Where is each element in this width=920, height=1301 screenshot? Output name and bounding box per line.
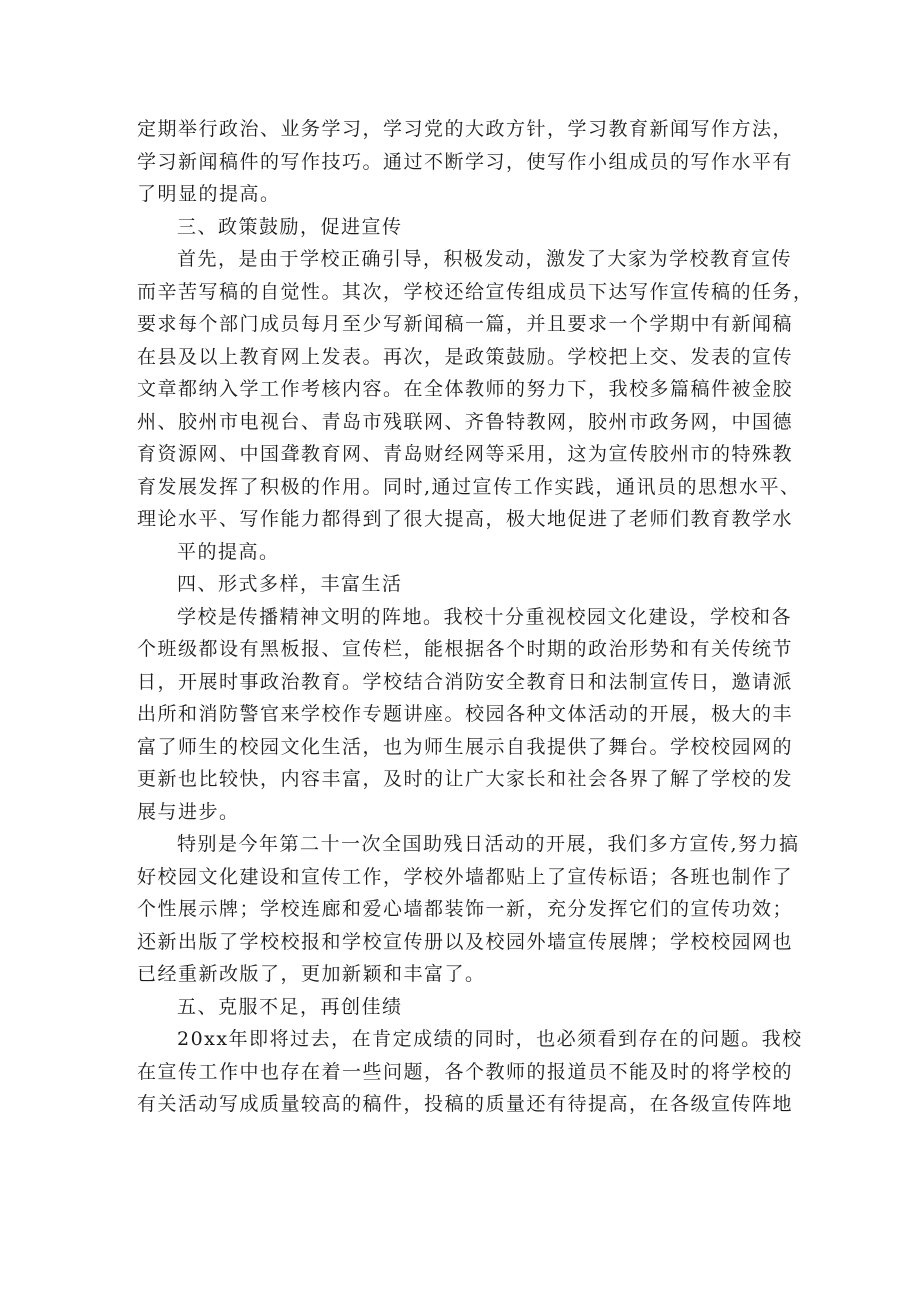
text-line: 了明显的提高。: [137, 183, 281, 205]
text-line: 育发展发挥了积极的作用。同时,通过宣传工作实践，通讯员的思想水平、: [137, 475, 801, 498]
text-line: 在县及以上教育网上发表。再次，是政策鼓励。学校把上交、发表的宣传: [137, 345, 794, 368]
section-heading: 四、形式多样，丰富生活: [177, 573, 403, 595]
paragraph-first-line: 20xx年即将过去，在肯定成绩的同时，也必须看到存在的问题。我校: [177, 1028, 803, 1050]
section-heading: 三、政策鼓励，促进宣传: [177, 215, 403, 238]
text-line: 平的提高。: [177, 540, 280, 563]
text-line: 州、胶州市电视台、青岛市残联网、齐鲁特教网，胶州市政务网，中国德: [137, 410, 794, 433]
section-heading: 五、克服不足，再创佳绩: [177, 995, 403, 1018]
text-line: 文章都纳入学工作考核内容。在全体教师的努力下，我校多篇稿件被金胶: [137, 378, 794, 400]
text-line: 已经重新改版了，更加新颖和丰富了。: [137, 963, 486, 985]
text-line: 育资源网、中国聋教育网、青岛财经网等采用，这为宣传胶州市的特殊教: [137, 443, 794, 465]
text-line: 好校园文化建设和宣传工作，学校外墙都贴上了宣传标语；各班也制作了: [137, 865, 794, 888]
text-line: 出所和消防警官来学校作专题讲座。校园各种文体活动的开展，极大的丰: [137, 703, 794, 725]
paragraph-first-line: 学校是传播精神文明的阵地。我校十分重视校园文化建设，学校和各: [177, 605, 793, 628]
text-line: 还新出版了学校校报和学校宣传册以及校园外墙宣传展牌；学校校园网也: [137, 930, 794, 953]
document-body: [137, 113, 814, 1121]
text-line: 学习新闻稿件的写作技巧。通过不断学习，使写作小组成员的写作水平有: [137, 150, 794, 173]
text-line: 理论水平、写作能力都得到了很大提高，极大地促进了老师们教育教学水: [137, 508, 794, 530]
text-line: 个性展示牌；学校连廊和爱心墙都装饰一新，充分发挥它们的宣传功效；: [137, 898, 794, 920]
text-line: 在宣传工作中也存在着一些问题，各个教师的报道员不能及时的将学校的: [137, 1060, 794, 1083]
paragraph-first-line: 首先，是由于学校正确引导，积极发动，激发了大家为学校教育宣传: [177, 248, 793, 270]
text-line: 要求每个部门成员每月至少写新闻稿一篇，并且要求一个学期中有新闻稿: [137, 313, 794, 335]
text-line: 更新也比较快，内容丰富，及时的让广大家长和社会各界了解了学校的发: [137, 768, 794, 790]
text-line: 而辛苦写稿的自觉性。其次，学校还给宣传组成员下达写作宣传稿的任务，: [137, 280, 814, 303]
text-line: 定期举行政治、业务学习，学习党的大政方针，学习教育新闻写作方法，: [137, 118, 794, 140]
text-line: 有关活动写成质量较高的稿件，投稿的质量还有待提高，在各级宣传阵地: [137, 1093, 794, 1115]
paragraph-first-line: 特别是今年第二十一次全国助残日活动的开展，我们多方宣传,努力搞: [177, 833, 800, 855]
text-line: 富了师生的校园文化生活，也为师生展示自我提供了舞台。学校校园网的: [137, 735, 794, 758]
text-line: 个班级都设有黑板报、宣传栏，能根据各个时期的政治形势和有关传统节: [137, 638, 794, 660]
text-line: 日，开展时事政治教育。学校结合消防安全教育日和法制宣传日，邀请派: [137, 670, 794, 693]
text-line: 展与进步。: [137, 800, 240, 823]
